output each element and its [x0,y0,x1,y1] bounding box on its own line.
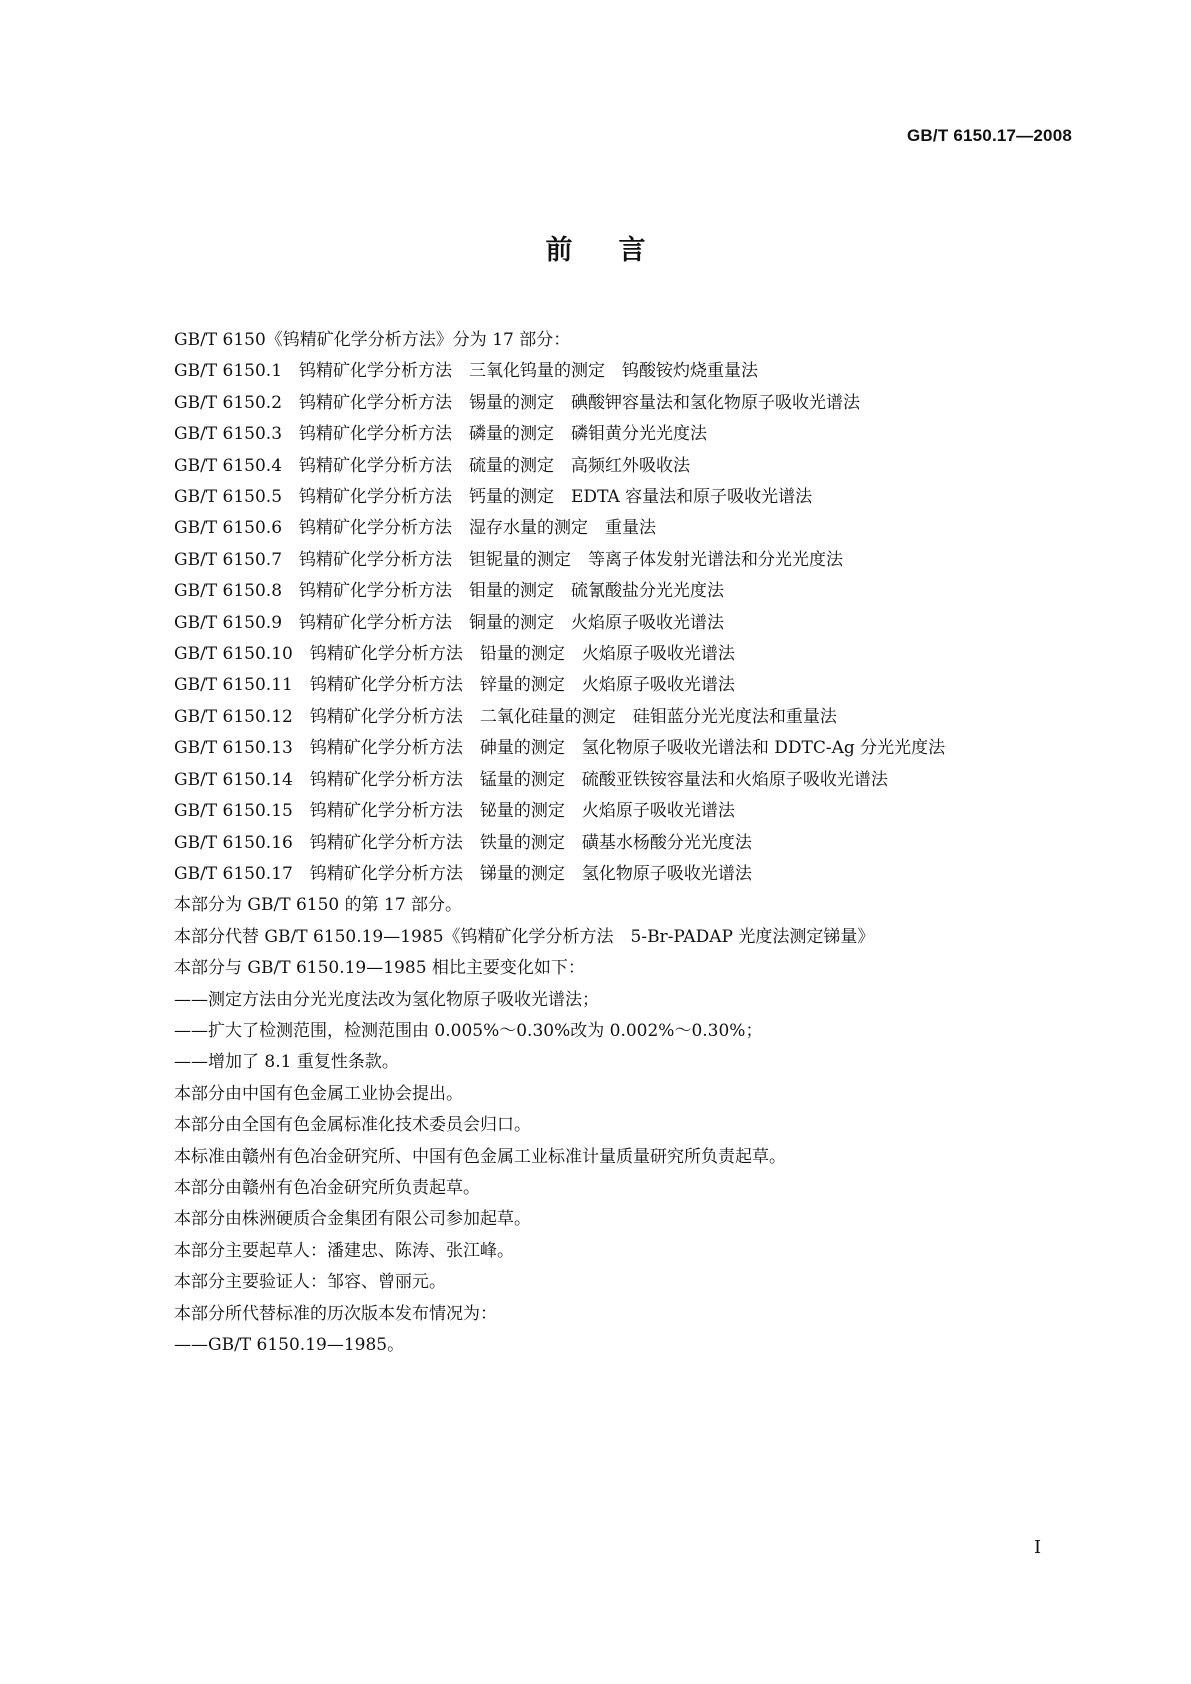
page-title: 前言 [545,235,692,266]
part-list-item: GB/T 6150.7 钨精矿化学分析方法 钽铌量的测定 等离子体发射光谱法和分光光度法 [174,549,844,570]
part-list-item: GB/T 6150.14 钨精矿化学分析方法 锰量的测定 硫酸亚铁铵容量法和火焰原子吸收光谱法 [174,769,888,790]
part-list-item: GB/T 6150.5 钨精矿化学分析方法 钙量的测定 EDTA 容量法和原子吸收光谱法 [174,487,813,508]
foreword-paragraph: 本部分为 GB/T 6150 的第 17 部分。 [174,895,463,916]
part-list-item: GB/T 6150.2 钨精矿化学分析方法 锡量的测定 碘酸钾容量法和氢化物原子吸收光谱法 [174,392,861,413]
foreword-paragraph: GB/T 6150《钨精矿化学分析方法》分为 17 部分： [174,330,571,350]
foreword-paragraph: 本部分代替 GB/T 6150.19—1985《钨精矿化学分析方法 5-Br-PADAP 光度法测定锑量》 [174,926,875,947]
foreword-paragraph: 本部分主要起草人：潘建忠、陈涛、张江峰。 [174,1240,514,1261]
part-list-item: GB/T 6150.15 钨精矿化学分析方法 铋量的测定 火焰原子吸收光谱法 [174,801,735,822]
page-number: I [1034,1537,1042,1558]
part-list-item: GB/T 6150.10 钨精矿化学分析方法 铅量的测定 火焰原子吸收光谱法 [174,644,735,665]
foreword-paragraph: 本部分所代替标准的历次版本发布情况为： [174,1303,497,1324]
foreword-paragraph: 本部分由株洲硬质合金集团有限公司参加起草。 [174,1209,531,1230]
part-list-item: GB/T 6150.9 钨精矿化学分析方法 铜量的测定 火焰原子吸收光谱法 [174,612,725,633]
part-list-item: GB/T 6150.13 钨精矿化学分析方法 砷量的测定 氢化物原子吸收光谱法和 DDTC-Ag 分光光度法 [174,738,946,759]
part-list-item: GB/T 6150.16 钨精矿化学分析方法 铁量的测定 磺基水杨酸分光光度法 [174,832,752,853]
change-list-item: ——扩大了检测范围，检测范围由 0.005%～0.30%改为 0.002%～0.30%； [174,1020,763,1041]
part-list-item: GB/T 6150.1 钨精矿化学分析方法 三氧化钨量的测定 钨酸铵灼烧重量法 [174,361,759,382]
foreword-paragraph: 本标准由赣州有色冶金研究所、中国有色金属工业标准计量质量研究所负责起草。 [174,1146,786,1167]
foreword-paragraph: 本部分由中国有色金属工业协会提出。 [174,1083,463,1104]
history-list-item: ——GB/T 6150.19—1985。 [174,1335,405,1355]
foreword-body [133,325,1063,1361]
part-list-item: GB/T 6150.17 钨精矿化学分析方法 锑量的测定 氢化物原子吸收光谱法 [174,863,752,884]
part-list-item: GB/T 6150.11 钨精矿化学分析方法 锌量的测定 火焰原子吸收光谱法 [174,675,735,696]
change-list-item: ——增加了 8.1 重复性条款。 [174,1052,399,1073]
foreword-paragraph: 本部分与 GB/T 6150.19—1985 相比主要变化如下： [174,958,585,979]
part-list-item: GB/T 6150.8 钨精矿化学分析方法 钼量的测定 硫氰酸盐分光光度法 [174,581,725,602]
part-list-item: GB/T 6150.6 钨精矿化学分析方法 湿存水量的测定 重量法 [174,518,657,539]
foreword-paragraph: 本部分由全国有色金属标准化技术委员会归口。 [174,1115,531,1136]
part-list-item: GB/T 6150.3 钨精矿化学分析方法 磷量的测定 磷钼黄分光光度法 [174,424,708,445]
part-list-item: GB/T 6150.12 钨精矿化学分析方法 二氧化硅量的测定 硅钼蓝分光光度法和重量法 [174,706,837,727]
foreword-paragraph: 本部分主要验证人：邹容、曾丽元。 [174,1272,446,1293]
foreword-paragraph: 本部分由赣州有色冶金研究所负责起草。 [174,1177,480,1198]
change-list-item: ——测定方法由分光光度法改为氢化物原子吸收光谱法； [174,989,599,1010]
part-list-item: GB/T 6150.4 钨精矿化学分析方法 硫量的测定 高频红外吸收法 [174,455,691,476]
standard-code: GB/T 6150.17—2008 [907,126,1072,145]
